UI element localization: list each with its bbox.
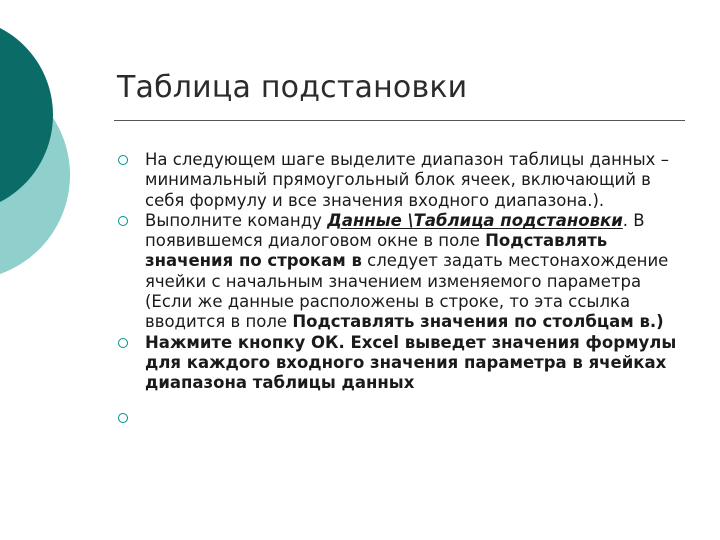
list-item: [118, 150, 678, 211]
bullet-text: На следующем шаге выделите диапазон таблицы данных – минимальный прямоугольный блок ячеек, включающий в себя формулу и все значения входного диапазона.).: [145, 150, 669, 210]
slide-title: Таблица подстановки: [117, 70, 468, 105]
menu-command-text: Данные \Таблица подстановки: [327, 210, 623, 230]
title-divider: [114, 120, 685, 121]
bullet-text-part: следует задать местонахождение ячейки с начальным значением изменяемого параметра (Если же данные расположены в строке, то эта ссылка вводится в поле: [145, 251, 669, 332]
circle-bullet-icon: [118, 413, 128, 423]
decorative-circles: [0, 0, 120, 300]
circle-bullet-icon: [118, 216, 128, 226]
circle-bullet-icon: [118, 155, 128, 165]
list-item: [118, 408, 678, 428]
list-item: [118, 333, 678, 394]
bullet-text-part: Выполните команду: [145, 210, 328, 230]
bullet-text-part: . В появившемся диалоговом окне в поле: [145, 210, 645, 251]
circle-bullet-icon: [118, 338, 128, 348]
field-name-columns: Подставлять значения по столбцам в.): [292, 312, 664, 332]
list-item: [118, 211, 678, 333]
bullet-text: Нажмите кнопку ОК. Excel выведет значения формулы для каждого входного значения параметра в ячейках диапазона таблицы данных: [145, 332, 677, 393]
bullet-list: [118, 150, 678, 428]
field-name-rows: Подставлять значения по строкам в: [145, 231, 608, 271]
